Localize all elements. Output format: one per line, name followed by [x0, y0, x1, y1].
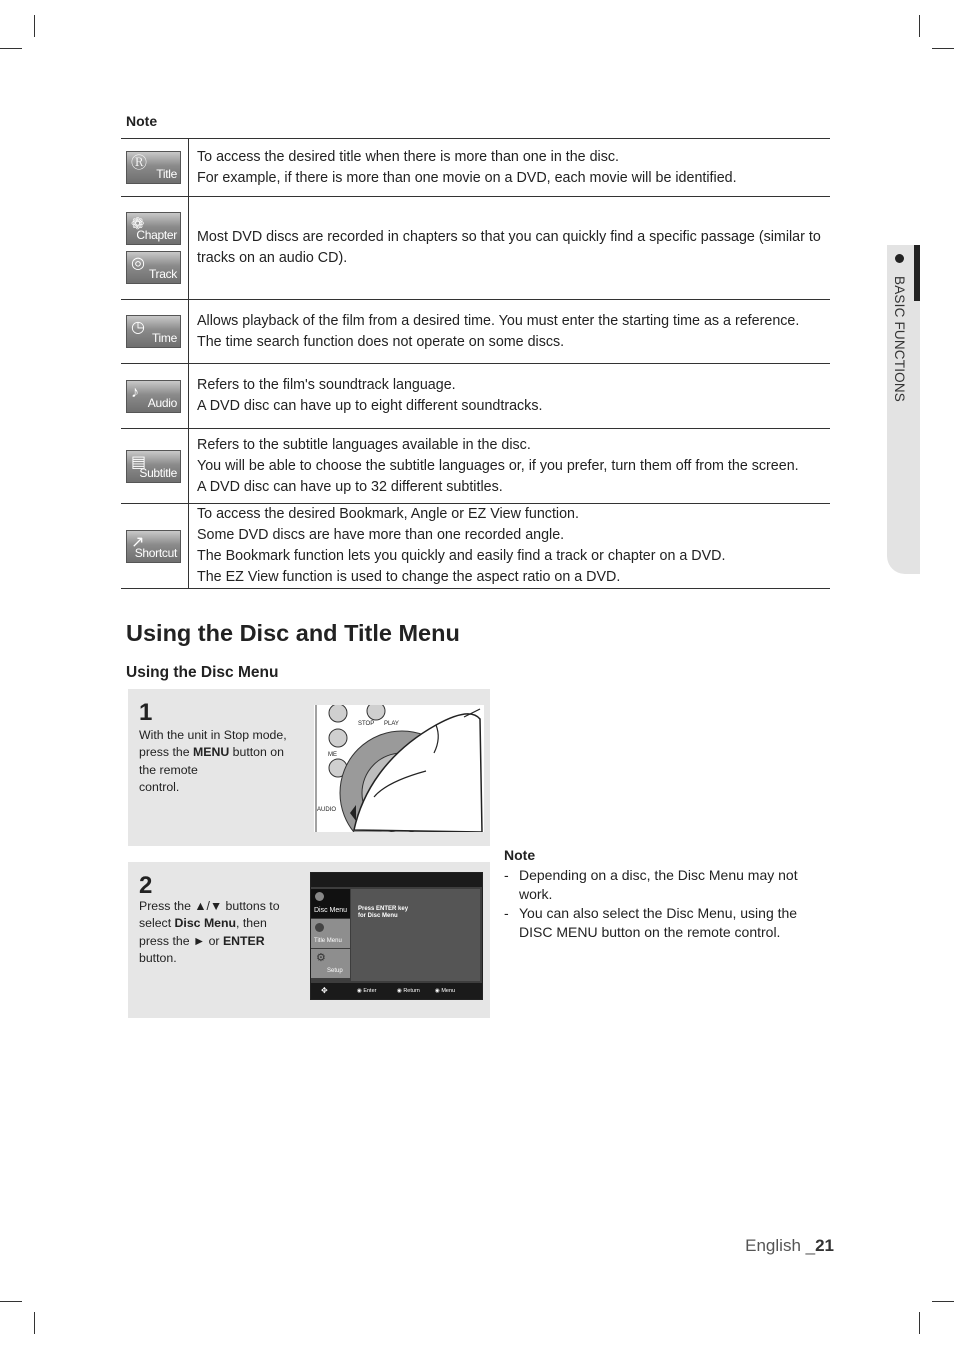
svg-text:AUDIO: AUDIO	[317, 807, 337, 813]
subtitle-icon: ▤ Subtitle	[126, 450, 181, 483]
step-instructions: With the unit in Stop mode, press the MENU button on the remote control.	[139, 728, 287, 794]
menu-item-setup: ⚙ Setup	[311, 949, 350, 978]
screen-footer: ✥ ◉ Enter ◉ Return ◉ Menu	[311, 983, 482, 999]
remote-control-illustration	[314, 705, 484, 832]
disc-icon	[315, 892, 324, 901]
section-title: Using the Disc and Title Menu	[126, 620, 460, 646]
crop-mark	[932, 1301, 954, 1302]
description-cell: Allows playback of the film from a desired time. You must enter the starting time as a reference. The time search function does not operate on some discs.	[189, 300, 831, 364]
title-menu-icon	[315, 923, 324, 932]
crop-mark	[932, 48, 954, 49]
step-instructions: Press the ▲/▼ buttons to select Disc Menu, then press the ► or ENTER button.	[139, 899, 280, 965]
description-cell: Refers to the subtitle languages available in the disc. You will be able to choose the subtitle languages or, if you prefer, turn them off from the screen. A DVD disc can have up to 32 different subtitles.	[189, 429, 831, 504]
time-icon: ◷ Time	[126, 315, 181, 348]
crop-mark	[34, 1312, 35, 1334]
bullet-icon	[895, 254, 904, 263]
chapter-icon: ❁ Chapter	[126, 212, 181, 245]
svg-text:STOP: STOP	[358, 721, 375, 727]
disc-menu-screen	[310, 872, 483, 1000]
title-icon: Ⓡ Title	[126, 151, 181, 184]
navigation-arrows-icon: ✥	[321, 986, 328, 995]
step-number: 1	[139, 699, 153, 726]
function-table	[121, 138, 830, 589]
svg-text:ME: ME	[328, 752, 337, 758]
step-1-panel	[128, 689, 490, 846]
description-cell: To access the desired Bookmark, Angle or EZ View function. Some DVD discs are have more than one recorded angle. The Bookmark function lets you quickly and easily find a track or chapter on a DVD. The EZ View function is used to change the aspect ratio on a DVD.	[189, 504, 831, 589]
table-row	[121, 429, 830, 504]
shortcut-icon: ↗ Shortcut	[126, 530, 181, 563]
menu-item-disc-menu: Disc Menu	[311, 889, 350, 918]
table-row	[121, 300, 830, 364]
icon-cell	[121, 139, 189, 197]
table-row	[121, 197, 830, 300]
crop-mark	[919, 15, 920, 37]
note-heading: Note	[126, 113, 158, 129]
step-2-panel	[128, 862, 490, 1018]
disc-menu-note-heading: Note	[504, 847, 536, 863]
sub-title: Using the Disc Menu	[126, 664, 279, 681]
step-number: 2	[139, 872, 153, 899]
chapter-tab-label: BASIC FUNCTIONS	[892, 276, 907, 403]
gear-icon: ⚙	[316, 952, 326, 964]
description-cell: Refers to the film's soundtrack language. A DVD disc can have up to eight different soundtracks.	[189, 364, 831, 429]
icon-cell	[121, 504, 189, 589]
icon-cell	[121, 429, 189, 504]
icon-cell	[121, 300, 189, 364]
description-cell: To access the desired title when there is more than one in the disc. For example, if there is more than one movie on a DVD, each movie will be identified.	[189, 139, 831, 197]
audio-icon: ♪ Audio	[126, 380, 181, 413]
crop-mark	[34, 15, 35, 37]
description-cell: Most DVD discs are recorded in chapters so that you can quickly find a specific passage (similar to tracks on an audio CD).	[189, 197, 831, 300]
table-row	[121, 504, 830, 589]
icon-cell	[121, 197, 189, 300]
list-item: - You can also select the Disc Menu, using the DISC MENU button on the remote control.	[504, 905, 798, 940]
crop-mark	[0, 1301, 22, 1302]
crop-mark	[919, 1312, 920, 1334]
icon-cell	[121, 364, 189, 429]
table-row	[121, 139, 830, 197]
list-item: - Depending on a disc, the Disc Menu may not work.	[504, 867, 798, 902]
menu-item-title-menu: Title Menu	[311, 919, 350, 948]
track-icon: ◎ Track	[126, 251, 181, 284]
svg-text:PLAY: PLAY	[384, 721, 399, 727]
page-footer: English _21	[745, 1236, 834, 1255]
remote-hand-svg	[314, 705, 484, 832]
table-row	[121, 364, 830, 429]
crop-mark	[0, 48, 22, 49]
side-tab-marker	[914, 245, 920, 301]
screen-message: Press ENTER key for Disc Menu	[358, 906, 409, 919]
disc-menu-note-list	[504, 866, 824, 942]
